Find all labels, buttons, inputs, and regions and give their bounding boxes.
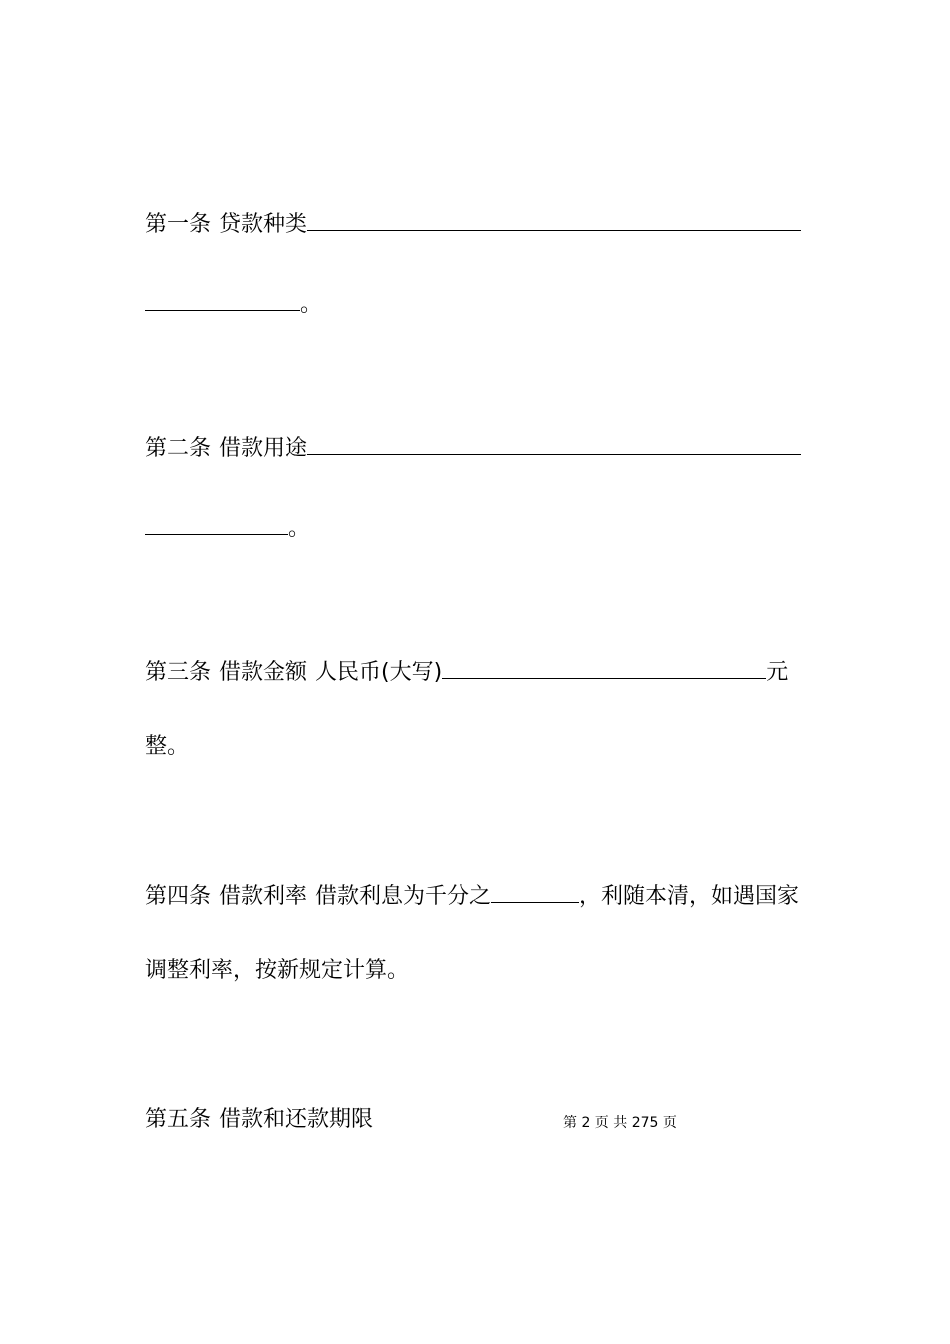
article-5-title: 借款和还款期限 <box>219 1107 374 1132</box>
article-1-line-2 <box>145 290 322 320</box>
article-2-title: 借款用途 <box>219 436 308 461</box>
article-5-number: 第五条 <box>145 1107 212 1132</box>
article-2-blank-1[interactable] <box>307 434 801 455</box>
article-3-line-2 <box>145 732 189 762</box>
article-4-tail: ，利随本清，如遇国家 <box>579 884 800 909</box>
page-number: 第 2 页 共 275 页 <box>563 1115 677 1131</box>
article-3-line-1 <box>145 658 788 688</box>
article-3-blank[interactable] <box>442 658 766 679</box>
article-2-blank-2[interactable] <box>145 514 288 535</box>
article-2-end: 。 <box>288 516 311 541</box>
article-2-line-2 <box>145 514 310 544</box>
article-3-unit: 元 <box>766 660 789 685</box>
article-3-end: 整。 <box>145 734 190 759</box>
article-4-blank[interactable] <box>491 882 579 903</box>
article-4-number: 第四条 <box>145 884 212 909</box>
article-1-number: 第一条 <box>145 212 212 237</box>
article-2-number: 第二条 <box>145 436 212 461</box>
article-4-line-2 <box>145 956 409 986</box>
article-3-lead: 人民币(大写) <box>315 660 443 685</box>
article-1-end: 。 <box>300 292 323 317</box>
article-4-title: 借款利率 <box>219 884 308 909</box>
article-1-title: 贷款种类 <box>219 212 308 237</box>
article-5-line-1 <box>145 1105 373 1135</box>
article-1-line-1 <box>145 210 801 240</box>
article-4-continuation: 调整利率，按新规定计算。 <box>145 958 410 983</box>
article-4-lead: 借款利息为千分之 <box>315 884 492 909</box>
article-3-number: 第三条 <box>145 660 212 685</box>
article-3-title: 借款金额 <box>219 660 308 685</box>
article-1-blank-1[interactable] <box>307 210 801 231</box>
article-1-blank-2[interactable] <box>145 290 300 311</box>
article-2-line-1 <box>145 434 801 464</box>
article-4-line-1 <box>145 882 799 912</box>
